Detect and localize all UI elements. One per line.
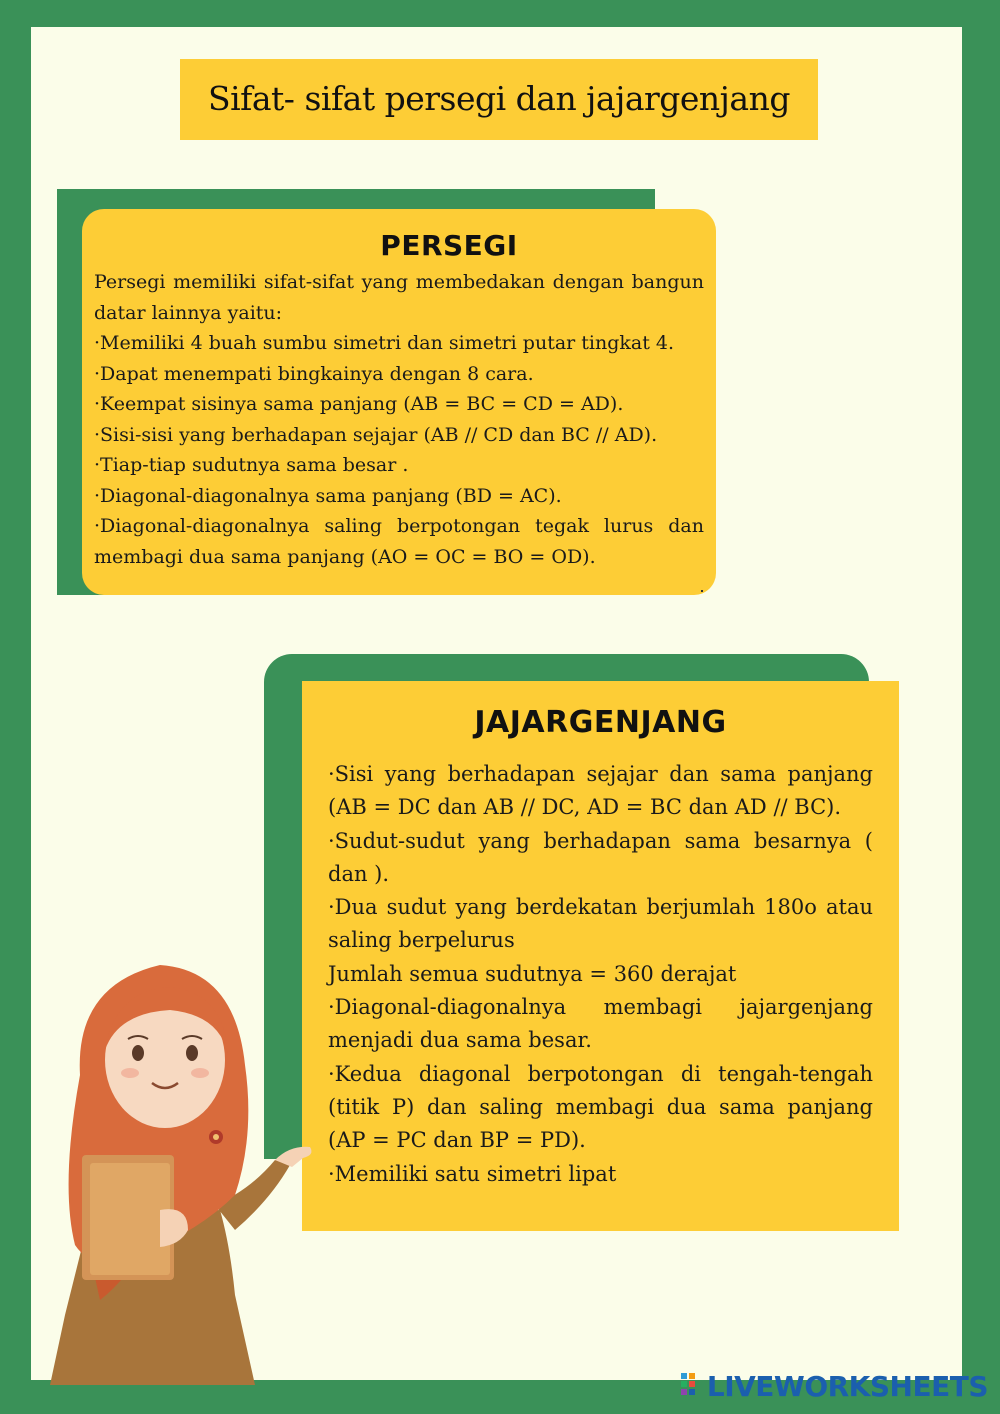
- jajargenjang-item: ·Sisi yang berhadapan sejajar dan sama panjang (AB = DC dan AB // DC, AD = BC dan AD // BC).: [328, 762, 873, 820]
- persegi-item: ·Sisi-sisi yang berhadapan sejajar (AB // CD dan BC // AD).: [94, 423, 658, 446]
- jajargenjang-item: ·Sudut-sudut yang berhadapan sama besarnya ( dan ).: [328, 828, 873, 886]
- persegi-card: [82, 209, 716, 595]
- jajargenjang-item: ·Memiliki satu simetri lipat: [328, 1161, 617, 1186]
- persegi-item: ·Memiliki 4 buah sumbu simetri dan simetri putar tingkat 4.: [94, 332, 675, 354]
- persegi-item: ·Tiap-tiap sudutnya sama besar .: [94, 454, 409, 476]
- jajargenjang-item: ·Diagonal-diagonalnya membagi jajargenjang menjadi dua sama besar.: [328, 995, 873, 1053]
- jajargenjang-heading: JAJARGENJANG: [474, 705, 727, 740]
- jajargenjang-item: ·Kedua diagonal berpotongan di tengah-tengah (titik P) dan saling membagi dua sama panjang (AP = PC dan BP = PD).: [328, 1061, 873, 1153]
- persegi-body: [94, 267, 704, 572]
- teacher-illustration: [20, 955, 320, 1385]
- title-banner: [180, 59, 818, 140]
- jajargenjang-card: [302, 681, 899, 1231]
- persegi-item: ·Diagonal-diagonalnya sama panjang (BD = AC).: [94, 484, 562, 507]
- jajargenjang-item: Jumlah semua sudutnya = 360 derajat: [328, 961, 737, 986]
- page-title: Sifat- sifat persegi dan jajargenjang: [208, 79, 790, 118]
- persegi-heading: PERSEGI: [380, 229, 518, 262]
- persegi-item-last: ·Diagonal-diagonalnya saling berpotongan tegak lurus dan membagi dua sama panjang (AO = OC = BO = OD).: [94, 515, 704, 568]
- persegi-item: ·Dapat menempati bingkainya dengan 8 cara.: [94, 362, 534, 385]
- jajargenjang-body: [328, 758, 873, 1191]
- liveworksheets-logo: [681, 1368, 988, 1404]
- jajargenjang-item: ·Dua sudut yang berdekatan berjumlah 180o atau saling berpelurus: [328, 895, 873, 953]
- brand-name: LIVEWORKSHEETS: [706, 1369, 988, 1403]
- liveworksheets-mark-icon: [681, 1373, 703, 1399]
- persegi-item: ·Keempat sisinya sama panjang (AB = BC = CD = AD).: [94, 393, 624, 415]
- stray-dot: [701, 590, 703, 592]
- persegi-intro: Persegi memiliki sifat-sifat yang membedakan dengan bangun datar lainnya yaitu:: [94, 271, 704, 324]
